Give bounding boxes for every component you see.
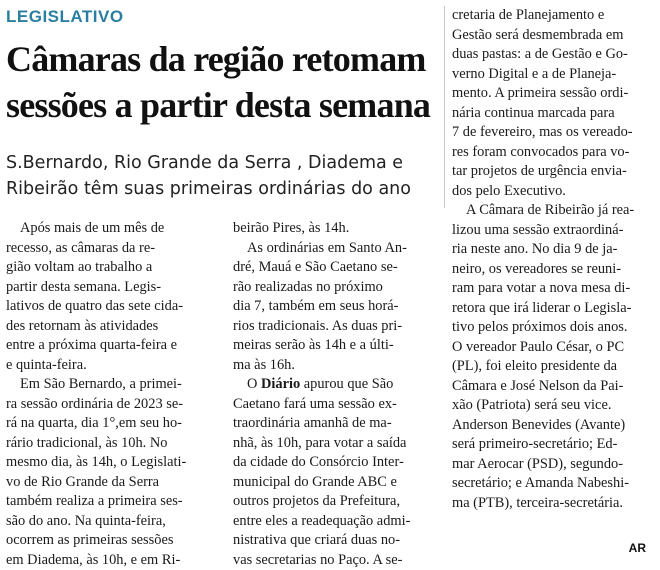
author-byline: AR <box>629 541 646 555</box>
body-text-line: lativos de quatro das sete cida- <box>6 297 216 317</box>
body-text-line: será primeiro-secretário; Ed- <box>452 435 654 455</box>
body-text-line: ra sessão ordinária de 2023 se- <box>6 395 216 415</box>
body-text-line: retora que irá liderar o Legisla- <box>452 299 654 319</box>
body-column-1 <box>6 219 216 570</box>
body-text-line: dré, Mauá e São Caetano se- <box>233 258 443 278</box>
body-text-line: mar Aerocar (PSD), segundo- <box>452 455 654 475</box>
article-headline <box>6 36 444 128</box>
body-text-line: nhã, às 10h, para votar a saída <box>233 434 443 454</box>
body-text-line: outros projetos da Prefeitura, <box>233 492 443 512</box>
body-column-2 <box>233 219 443 570</box>
body-text-line: des retornam às atividades <box>6 317 216 337</box>
body-text-line: também realiza a primeira ses- <box>6 492 216 512</box>
body-column-3 <box>452 6 654 513</box>
body-text-line: tar projetos de urgência envia- <box>452 162 654 182</box>
body-text-line: O vereador Paulo César, o PC <box>452 338 654 358</box>
body-text-line: 7 de fevereiro, mas os vereado- <box>452 123 654 143</box>
body-text-line: meiras serão às 14h e a últi- <box>233 336 443 356</box>
body-text-line: dia 7, também em seus horá- <box>233 297 443 317</box>
body-text-line: Após mais de um mês de <box>6 219 216 239</box>
body-text-line: secretário; e Amanda Nabeshi- <box>452 474 654 494</box>
body-text-line: A Câmara de Ribeirão já rea- <box>452 201 654 221</box>
body-text-line: e quinta-feira. <box>6 356 216 376</box>
body-text-line: rios tradicionais. As duas pri- <box>233 317 443 337</box>
body-text-line: ma (PTB), terceira-secretária. <box>452 494 654 514</box>
subhead-line: S.Bernardo, Rio Grande da Serra , Diadema e <box>6 150 446 176</box>
body-text-line: Em São Bernardo, a primei- <box>6 375 216 395</box>
body-text-line: vas secretarias no Paço. A se- <box>233 551 443 570</box>
body-text-line: nária continua marcada para <box>452 104 654 124</box>
body-text-line: ma às 16h. <box>233 356 443 376</box>
body-text-line: são do ano. Na quinta-feira, <box>6 512 216 532</box>
text-run: O <box>247 376 261 392</box>
body-text-line: Gestão será desmembrada em <box>452 26 654 46</box>
body-text-line: verno Digital e a de Planeja- <box>452 65 654 85</box>
body-text-line: res foram convocados para vo- <box>452 143 654 163</box>
body-text-line: Anderson Benevides (Avante) <box>452 416 654 436</box>
body-text-line: mento. A primeira sessão ordi- <box>452 84 654 104</box>
body-text-line: da cidade do Consórcio Inter- <box>233 453 443 473</box>
body-text-line: Câmara e José Nelson da Pai- <box>452 377 654 397</box>
body-text-line: lizou uma sessão extraordiná- <box>452 221 654 241</box>
column-divider <box>444 6 445 208</box>
body-text-line: xão (Patriota) será seu vice. <box>452 396 654 416</box>
body-text-line: rá na quarta, dia 1°,em seu ho- <box>6 414 216 434</box>
body-text-line: gião voltam ao trabalho a <box>6 258 216 278</box>
body-text-line: neiro, os vereadores se reuni- <box>452 260 654 280</box>
body-text-line: Caetano fará uma sessão ex- <box>233 395 443 415</box>
body-text-line: rário tradicional, às 10h. No <box>6 434 216 454</box>
body-text-line: duas pastas: a de Gestão e Go- <box>452 45 654 65</box>
body-text-line: entre a próxima quarta-feira e <box>6 336 216 356</box>
body-text-line: recesso, as câmaras da re- <box>6 239 216 259</box>
text-run: apurou que São <box>300 376 393 392</box>
body-text-line: mesmo dia, às 14h, o Legislati- <box>6 453 216 473</box>
body-text-line: vo de Rio Grande da Serra <box>6 473 216 493</box>
body-text-line: cretaria de Planejamento e <box>452 6 654 26</box>
body-text-line: traordinária amanhã de ma- <box>233 414 443 434</box>
body-text-line: (PL), foi eleito presidente da <box>452 357 654 377</box>
body-text-line: entre eles a readequação admi- <box>233 512 443 532</box>
section-label: LEGISLATIVO <box>6 7 124 27</box>
body-text-line: ram para votar a nova mesa di- <box>452 279 654 299</box>
body-text-line: municipal do Grande ABC e <box>233 473 443 493</box>
body-text-line: tivo pelos próximos dois anos. <box>452 318 654 338</box>
headline-line: sessões a partir desta semana <box>6 82 444 128</box>
body-text-line: partir desta semana. Legis- <box>6 278 216 298</box>
body-text-line: As ordinárias em Santo An- <box>233 239 443 259</box>
body-text-line <box>233 375 443 395</box>
body-text-line: dos pelo Executivo. <box>452 182 654 202</box>
subhead-line: Ribeirão têm suas primeiras ordinárias do ano <box>6 176 446 202</box>
headline-line: Câmaras da região retomam <box>6 36 444 82</box>
body-text-line: beirão Pires, às 14h. <box>233 219 443 239</box>
article-subhead <box>6 150 446 202</box>
bold-text-run: Diário <box>261 376 300 392</box>
body-text-line: ocorrem as primeiras sessões <box>6 531 216 551</box>
body-text-line: em Diadema, às 10h, e em Ri- <box>6 551 216 570</box>
body-text-line: nistrativa que criará duas no- <box>233 531 443 551</box>
body-text-line: rão realizadas no próximo <box>233 278 443 298</box>
body-text-line: ria neste ano. No dia 9 de ja- <box>452 240 654 260</box>
